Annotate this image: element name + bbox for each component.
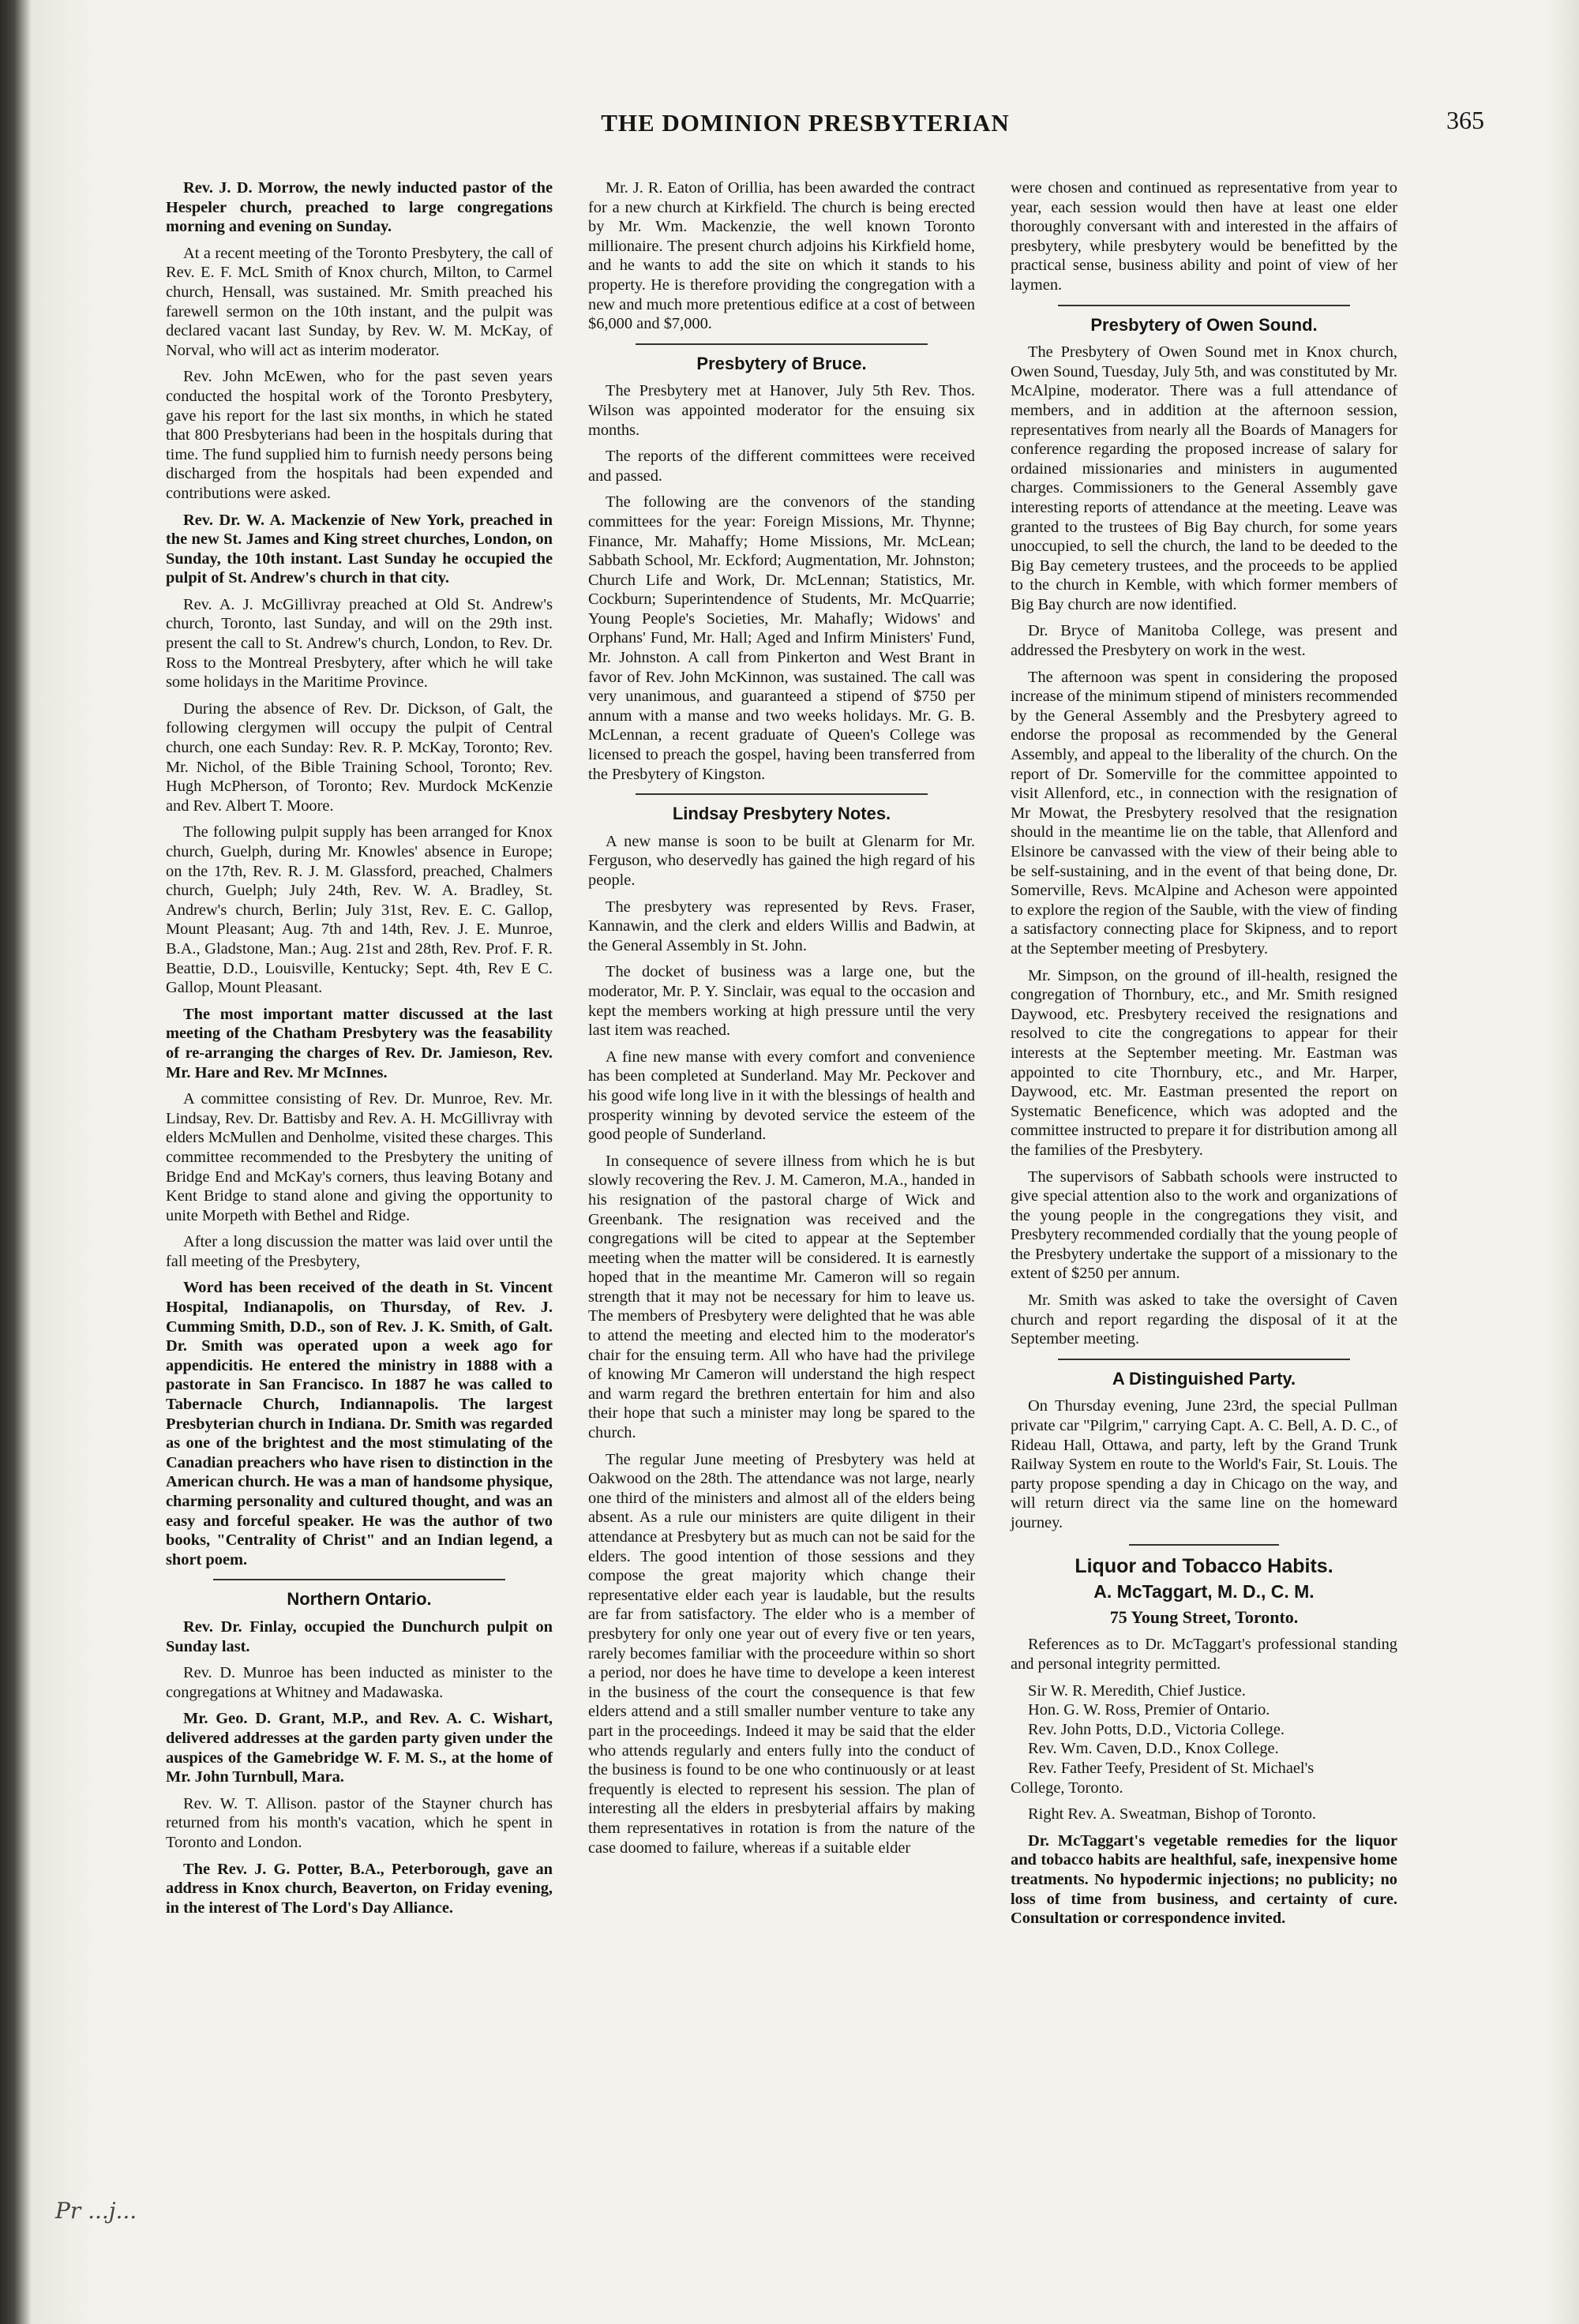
news-item: The supervisors of Sabbath schools were instructed to give special attention also to the work and organizations of the young people in the congregations they visit, and Presbytery recommended cordially that the young people of the Presbytery undertake the support of a missionary to the extent of $250 per annum.: [1011, 1168, 1397, 1283]
section-divider: [1058, 1359, 1350, 1360]
news-item: The regular June meeting of Presbytery was held at Oakwood on the 28th. The attendance was not large, nearly one third of the ministers and almost all of the elders being absent. As a rule our ministers are quite diligent in their attendance at Presbytery but as much can not be said for the elders. The good intention of those sessions and they compose the great majority which change their representative elder each year is laudable, but the results are far from satisfactory. The elder who is a member of presbytery for only one year out of every five or ten years, rarely becomes familiar with the proceedure within so short a period, nor does he have time to develope a keen interest in the business of the court the consequence is that few elders attend and a still smaller number venture to take any part in the proceedings. Indeed it may be said that the elder who attends regularly and enters fully into the conduct of the business is found to be one who continuously or at least frequently is elected to represent his session. The plan of interesting all the elders in presbyterial affairs by making them representatives in rotation is from the nature of the case doomed to failure, whereas if a suitable elder: [588, 1450, 975, 1857]
news-item: Rev. J. D. Morrow, the newly inducted pastor of the Hespeler church, preached to large congregations morning and evening on Sunday.: [166, 179, 553, 236]
ad-title: Liquor and Tobacco Habits.: [1075, 1554, 1333, 1577]
ad-reference: Rev. Wm. Caven, D.D., Knox College.: [1028, 1740, 1279, 1758]
news-item: During the absence of Rev. Dr. Dickson, of Galt, the following clergymen will occupy the pulpit of Central church, one each Sunday: Rev. R. P. McKay, Toronto; Rev. Mr. Nichol, of the Bible Training School, Toronto; Rev. Hugh McPherson, of Toronto; Rev. Murdock McKenzie and Rev. Albert T. Moore.: [166, 699, 553, 815]
news-item: Mr. Smith was asked to take the oversight of Caven church and report regarding the disposal of it at the September meeting.: [1011, 1291, 1397, 1348]
news-item: The presbytery was represented by Revs. Fraser, Kannawin, and the clerk and elders Willis and Badwin, at the General Assembly in St. John.: [588, 898, 975, 954]
news-item: At a recent meeting of the Toronto Presbytery, the call of Rev. E. F. McL Smith of Knox church, Milton, to Carmel church, Hensall, was sustained. Mr. Smith preached his farewell sermon on the 10th instant, and the pulpit was declared vacant last Sunday, by Rev. W. M. McKay, of Norval, who will act as interim moderator.: [166, 244, 553, 359]
news-item: Rev. A. J. McGillivray preached at Old St. Andrew's church, Toronto, last Sunday, and will on the 29th inst. present the call to St. Andrew's church, London, to Rev. Dr. Ross to the Montreal Presbytery, after which he will take some holidays in the Maritime Province.: [166, 595, 553, 692]
section-divider: [1058, 305, 1350, 306]
news-item: Rev. Dr. W. A. Mackenzie of New York, preached in the new St. James and King street churches, London, on Sunday, the 10th instant. Last Sunday he occupied the pulpit of St. Andrew's church in that city.: [166, 511, 553, 587]
section-heading-northern-ontario: Northern Ontario.: [287, 1589, 432, 1610]
news-item: The following pulpit supply has been arranged for Knox church, Guelph, during Mr. Knowles' absence in Europe; on the 17th, Rev. R. J. M. Glassford, preached, Chalmers church, Guelph; July 24th, Rev. W. A. Bradley, St. Andrew's church, Berlin; July 31st, Rev. E. C. Gallop, Mount Pleasant; Aug. 7th and 14th, Rev. J. E. Munroe, B.A., Gladstone, Man.; Aug. 21st and 28th, Rev. Prof. F. R. Beattie, D.D., Louisville, Kentucky; Sept. 4th, Rev E C. Gallop, Mount Pleasant.: [166, 823, 553, 997]
page-number: 365: [1446, 106, 1484, 134]
ad-address: 75 Young Street, Toronto.: [1109, 1606, 1299, 1627]
section-heading-distinguished-party: A Distinguished Party.: [1112, 1368, 1296, 1389]
ad-intro: References as to Dr. McTaggart's professional standing and personal integrity permitted.: [1011, 1636, 1397, 1673]
publication-title: THE DOMINION PRESBYTERIAN: [601, 109, 1010, 137]
ad-bishop-reference: Right Rev. A. Sweatman, Bishop of Toronto.: [1028, 1805, 1317, 1824]
news-item: A committee consisting of Rev. Dr. Munroe, Rev. Mr. Lindsay, Rev. Dr. Battisby and Rev. A. H. McGillivray with elders McMullen and Denholme, visited these charges. This committee recommended to the Presbytery the uniting of Bridge End and McKay's corners, thus leaving Botany and Kent Bridge to stand alone and giving the opportunity to unite Morpeth with Bethel and Ridge.: [166, 1090, 553, 1224]
news-item: Dr. Bryce of Manitoba College, was present and addressed the Presbytery on work in the west.: [1011, 622, 1397, 660]
news-item: The docket of business was a large one, but the moderator, Mr. P. Y. Sinclair, was equal to the occasion and kept the members working at high pressure until the very last item was reached.: [588, 963, 975, 1040]
news-item: A new manse is soon to be built at Glenarm for Mr. Ferguson, who deservedly has gained the high regard of his people.: [588, 832, 975, 889]
news-item: In consequence of severe illness from which he is but slowly recovering the Rev. J. M. Cameron, M.A., handed in his resignation of the pastoral charge of Wick and Greenbank. The resignation was received and the congregations will be cited to appear at the September meeting when the matter will be considered. It is earnestly hoped that in the meantime Mr. Cameron will so regain strength that it may not be necessary for him to leave us. The members of Presbytery were delighted that he was able to attend the meeting and elected him to the moderator's chair for the ensuing term. All who have had the privilege of knowing Mr Cameron will understand the high respect and warm regard the brethren entertain for him and also their hope that such a minister may long be spared to the church.: [588, 1152, 975, 1442]
news-item: The most important matter discussed at the last meeting of the Chatham Presbytery was the feasability of re-arranging the charges of Rev. Dr. Jamieson, Rev. Mr. Hare and Rev. Mr McInnes.: [166, 1005, 553, 1081]
news-item: The Rev. J. G. Potter, B.A., Peterborough, gave an address in Knox church, Beaverton, on Friday evening, in the interest of The Lord's Day Alliance.: [166, 1860, 553, 1917]
ad-doctor-name: A. McTaggart, M. D., C. M.: [1093, 1581, 1315, 1602]
news-item: Rev. John McEwen, who for the past seven years conducted the hospital work of the Toronto Presbytery, gave his report for the last six months, in which he stated that 800 Presbyterians had been in the hospitals during that time. The fund supplied him to furnish needy persons being discharged from the hospitals had been expended and contributions were asked.: [166, 368, 553, 502]
column-3: [1011, 178, 1397, 1928]
section-divider: [636, 793, 928, 795]
news-item: were chosen and continued as representative from year to year, each session would then have at least one elder thoroughly conversant with and interested in the affairs of presbytery, while presbytery would be benefitted by the practical sense, business ability and point of view of her laymen.: [1011, 179, 1397, 294]
column-1: [166, 178, 553, 2164]
news-item: Mr. J. R. Eaton of Orillia, has been awarded the contract for a new church at Kirkfield. The church is being erected by Mr. Wm. Mackenzie, the well known Toronto millionaire. The present church adjoins his Kirkfield home, and he wants to add the site on which it stands to his property. He is therefore providing the congregation with a new and much more pretentious edifice at a cost of between $6,000 and $7,000.: [588, 179, 975, 333]
news-item: On Thursday evening, June 23rd, the special Pullman private car "Pilgrim," carrying Capt. A. C. Bell, A. D. C., of Rideau Hall, Ottawa, and party, left by the Grand Trunk Railway System en route to the World's Fair, St. Louis. The party propose spending a day in Chicago on the way, and will return direct via the same line on the homeward journey.: [1011, 1397, 1397, 1531]
ad-reference: Hon. G. W. Ross, Premier of Ontario.: [1028, 1701, 1270, 1719]
page-header: [158, 106, 1484, 148]
news-item: Rev. D. Munroe has been inducted as minister to the congregations at Whitney and Madawaska.: [166, 1664, 553, 1701]
section-divider: [1129, 1544, 1279, 1546]
news-item: The Presbytery of Owen Sound met in Knox church, Owen Sound, Tuesday, July 5th, and was constituted by Mr. McAlpine, moderator. There was a full attendance of members, and in addition at the afternoon session, representatives from nearly all the Boards of Managers for conference regarding the proposed increase of salary for ordained missionaries and ministers in augumented charges. Commissioners to the General Assembly gave interesting reports of attendance at the meeting. Leave was granted to the trustees of Big Bay church, for some years unoccupied, to sell the church, the land to be deeded to the Big Bay cemetery trustees, and the proceeds to be applied to the church in Kemble, with which former members of Big Bay church are now identified.: [1011, 343, 1397, 613]
news-item: A fine new manse with every comfort and convenience has been completed at Sunderland. May Mr. Peckover and his good wife long live in it with the blessings of health and prosperity winning by devoted service the esteem of the good people of Sunderland.: [588, 1048, 975, 1144]
news-item: The following are the convenors of the standing committees for the year: Foreign Missions, Mr. Thynne; Finance, Mr. Mahaffy; Home Missions, Mr. McLean; Sabbath School, Mr. Eckford; Augmentation, Mr. Johnston; Church Life and Work, Dr. McLennan; Statistics, Mr. Cockburn; Superintendence of Students, Mr. McQuarrie; Young People's Societies, Mr. Mahafly; Widows' and Orphans' Fund, Mr. Hall; Aged and Infirm Ministers' Fund, Mr. Johnston. A call from Pinkerton and West Brant in favor of Rev. John McKinnon, was sustained. The call was very unanimous, and guaranteed a stipend of $750 per annum with a manse and two weeks holidays. Mr. G. B. McLennan, a recent graduate of Queen's College was licensed to preach the gospel, having been transferred from the Presbytery of Kingston.: [588, 493, 975, 783]
ad-reference: Sir W. R. Meredith, Chief Justice.: [1028, 1681, 1246, 1700]
news-item: The Presbytery met at Hanover, July 5th Rev. Thos. Wilson was appointed moderator for the ensuing six months.: [588, 382, 975, 439]
section-heading-presbytery-of-bruce: Presbytery of Bruce.: [696, 353, 867, 373]
news-item: After a long discussion the matter was laid over until the fall meeting of the Presbytery,: [166, 1233, 553, 1270]
advertisement: [1011, 1554, 1397, 1929]
section-heading-presbytery-of-owen-sound: Presbytery of Owen Sound.: [1090, 314, 1318, 335]
section-divider: [636, 343, 928, 345]
ad-reference: Rev. John Potts, D.D., Victoria College.: [1028, 1720, 1285, 1738]
news-item: Mr. Geo. D. Grant, M.P., and Rev. A. C. Wishart, delivered addresses at the garden party given under the auspices of the Gamebridge W. F. M. S., at the home of Mr. John Turnbull, Mara.: [166, 1710, 553, 1786]
news-item: Rev. W. T. Allison. pastor of the Stayner church has returned from his month's vacation, which he spent in Toronto and London.: [166, 1794, 553, 1851]
ad-reference: Rev. Father Teefy, President of St. Michael's: [1028, 1759, 1315, 1777]
section-divider: [213, 1579, 505, 1580]
ad-closing: Dr. McTaggart's vegetable remedies for the liquor and tobacco habits are healthful, safe, inexpensive home treatments. No hypodermic injections; no publicity; no loss of time from business, and certainty of cure. Consultation or correspondence invited.: [1011, 1831, 1397, 1928]
column-2: [588, 178, 975, 2136]
news-item: Word has been received of the death in St. Vincent Hospital, Indianapolis, on Thursday, of Rev. J. Cumming Smith, D.D., son of Rev. J. K. Smith, of Galt. Dr. Smith was operated upon a week ago for appendicitis. He entered the ministry in 1888 with a pastorate in San Francisco. In 1887 he was called to Tabernacle Church, Indiannapolis. The largest Presbyterian church in Indiana. Dr. Smith was regarded as one of the brightest and the most stimulating of the Canadian preachers who have risen to distinction in the American church. He was a man of handsome physique, charming personality and cultured thought, and was an easy and forceful speaker. He was the author of two books, "Centrality of Christ" and an Indian legend, a short poem.: [166, 1279, 553, 1569]
news-item: Mr. Simpson, on the ground of ill-health, resigned the congregation of Thornbury, etc., and Mr. Smith resigned Daywood, etc. Presbytery received the resignations and resolved to cite the congregations to appear for their interests at the September meeting. Mr. Eastman was appointed to cite Thornbury, etc., and Mr. Harper, Daywood, etc. Mr. Eastman presented the report on Systematic Beneficence, which was adopted and the committee instructed to prepare it for distribution among all the families of the Presbytery.: [1011, 966, 1397, 1159]
ad-reference-cont: College, Toronto.: [1011, 1779, 1123, 1797]
news-item: The reports of the different committees were received and passed.: [588, 448, 975, 485]
news-item: Rev. Dr. Finlay, occupied the Dunchurch pulpit on Sunday last.: [166, 1617, 553, 1655]
section-heading-lindsay-presbytery: Lindsay Presbytery Notes.: [672, 804, 891, 824]
margin-handwriting: Pr ...j...: [55, 2198, 137, 2224]
news-item: The afternoon was spent in considering the proposed increase of the minimum stipend of ministers recommended by the General Assembly and the Presbytery agreed to endorse the proposal as recommended by the General Assembly, and appeal to the liberality of the church. On the report of Dr. Somerville for the committee appointed to visit Allenford, etc., in connection with the resignation of Mr Mowat, the Presbytery resolved that the resignation should in the meantime lie on the table, that Allenford and Elsinore be canvassed with the view of their being able to be self-sustaining, and in the event of that being done, Dr. Somerville, Revs. McAlpine and Acheson were appointed to explore the region of the Sauble, with the view of finding a satisfactory connecting place for Skipness, and to report at the September meeting of Presbytery.: [1011, 668, 1397, 958]
